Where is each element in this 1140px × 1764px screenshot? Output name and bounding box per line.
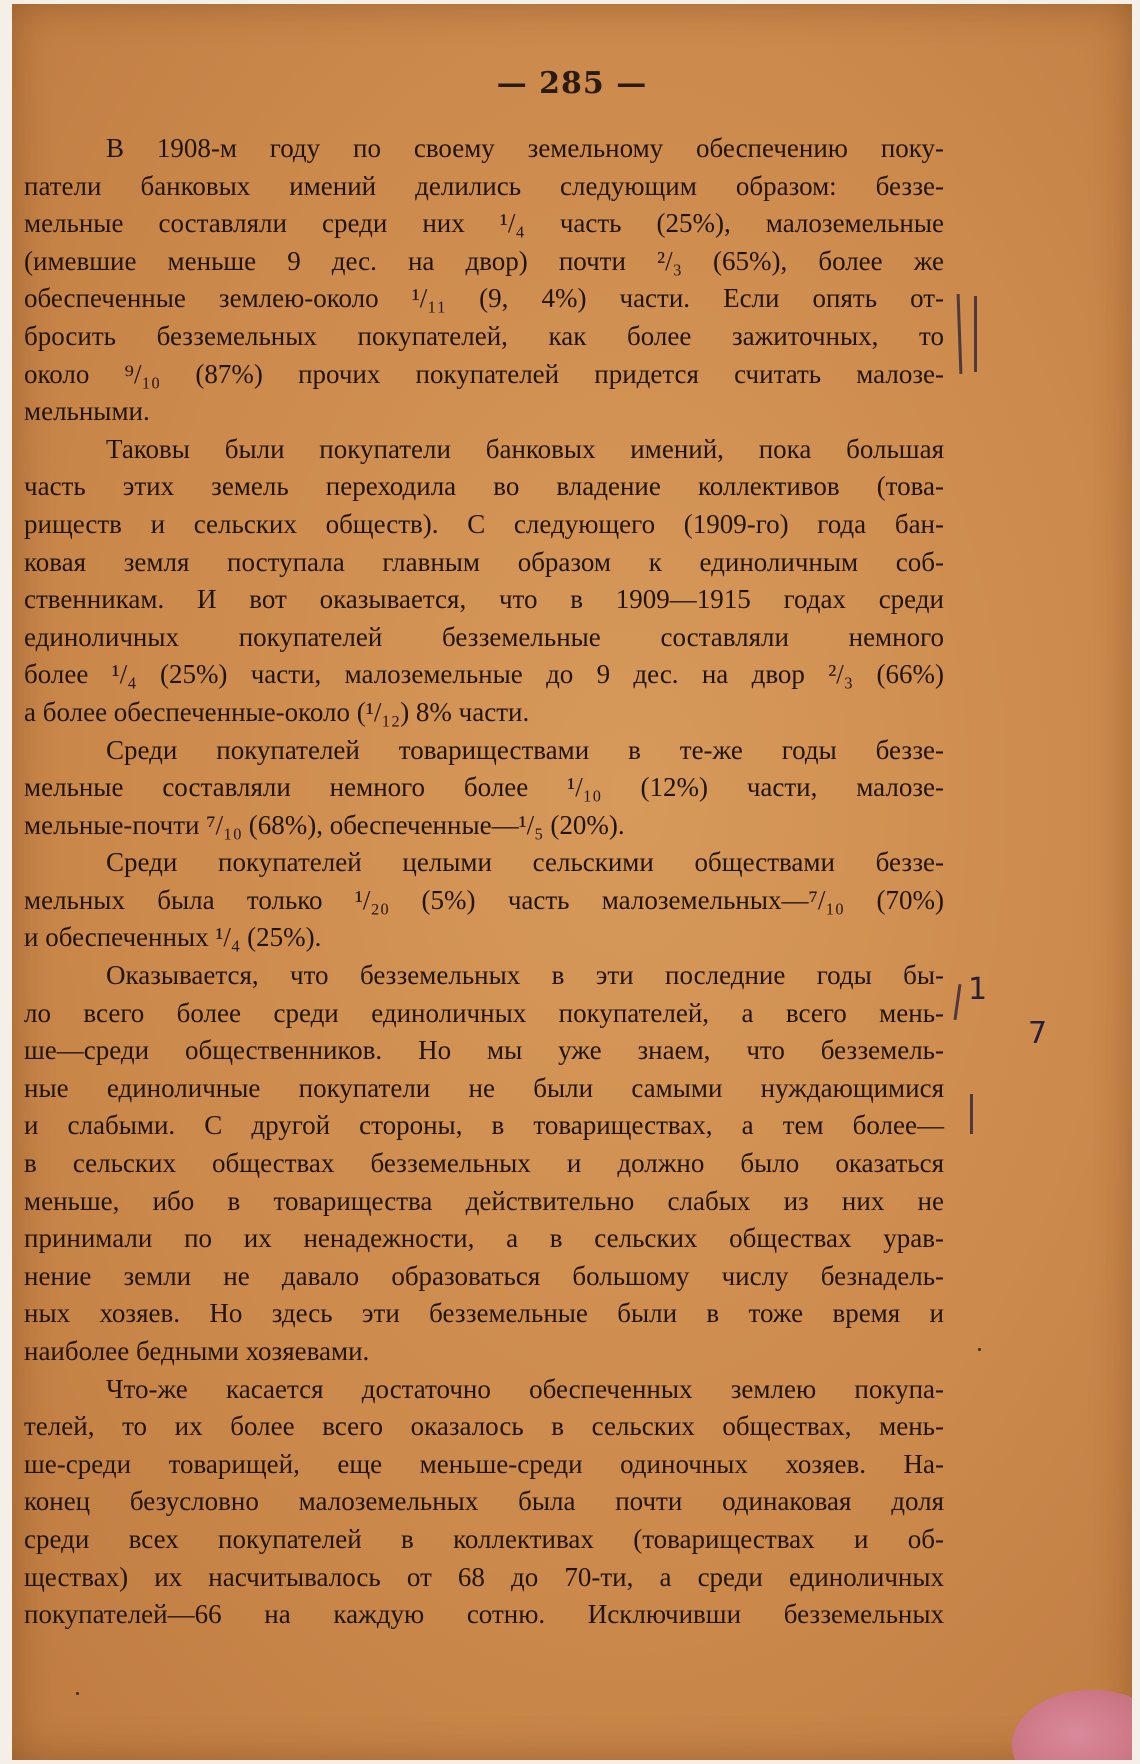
text-line: принимали по их ненадежности, а в сельских обществах урав-	[24, 1223, 944, 1254]
text-line: конец безусловно малоземельных была почти одинаковая доля	[24, 1486, 944, 1517]
margin-mark-7: 7	[1028, 1016, 1048, 1051]
page-number: — 285 —	[496, 66, 648, 101]
text-line: часть этих земель переходила во владение коллективов (това-	[24, 471, 944, 502]
text-line: более ¹/₄ (25%) части, малоземельные до 9 дес. на двор ²/₃ (66%)	[24, 659, 944, 690]
text-line: ковая земля поступала главным образом к единоличным соб-	[24, 546, 944, 577]
text-line: а более обеспеченные-около (¹/₁₂) 8% части.	[24, 696, 530, 727]
text-line: и слабыми. С другой стороны, в товариществах, а тем более—	[24, 1110, 944, 1141]
margin-bar-2	[974, 296, 977, 372]
margin-dot	[978, 1348, 981, 1351]
text-line: патели банковых имений делились следующим образом: беззе-	[24, 170, 944, 201]
text-line: мельных была только ¹/₂₀ (5%) часть малоземельных—⁷/₁₀ (70%)	[24, 884, 944, 915]
text-line: нение земли не давало образоваться большому числу безнадель-	[24, 1260, 944, 1291]
text-line: мельные составляли среди них ¹/₄ часть (25%), малоземельные	[24, 208, 944, 239]
text-line: в сельских обществах безземельных и должно было оказаться	[24, 1148, 944, 1179]
text-line: телей, то их более всего оказалось в сельских обществах, мень-	[24, 1411, 944, 1442]
body-text	[24, 130, 944, 1634]
text-line: около ⁹/₁₀ (87%) прочих покупателей придется считать малозе-	[24, 358, 944, 389]
text-line: ные единоличные покупатели не были самыми нуждающимися	[24, 1072, 944, 1103]
thumb-smudge	[1012, 1690, 1132, 1760]
text-line: риществ и сельских обществ). С следующего (1909-го) года бан-	[24, 508, 944, 539]
text-line: Оказывается, что безземельных в эти последние годы бы-	[106, 960, 944, 991]
margin-bar-4	[970, 1094, 973, 1134]
text-line: (имевшие меньше 9 дес. на двор) почти ²/₃ (65%), более же	[24, 245, 944, 276]
text-line: меньше, ибо в товарищества действительно слабых из них не	[24, 1185, 944, 1216]
text-line: ществах) их насчитывалось от 68 до 70-ти, а среди единоличных	[24, 1561, 944, 1592]
book-page	[12, 4, 1132, 1760]
text-line: обеспеченные землею-около ¹/₁₁ (9, 4%) части. Если опять от-	[24, 283, 944, 314]
text-line: Среди покупателей целыми сельскими обществами беззе-	[106, 847, 944, 878]
text-line: ше-среди товарищей, еще меньше-среди одиночных хозяев. На-	[24, 1448, 944, 1479]
margin-mark-1: 1	[968, 972, 988, 1007]
text-line: и обеспеченных ¹/₄ (25%).	[24, 922, 322, 953]
text-line: ственникам. И вот оказывается, что в 1909—1915 годах среди	[24, 584, 944, 615]
text-line: Таковы были покупатели банковых имений, пока большая	[106, 433, 944, 464]
text-line: Среди покупателей товариществами в те-же годы беззе-	[106, 734, 944, 765]
text-line: бросить безземельных покупателей, как более зажиточных, то	[24, 320, 944, 351]
text-line: мельные-почти ⁷/₁₀ (68%), обеспеченные—¹/₅ (20%).	[24, 809, 625, 840]
text-line: мельными.	[24, 396, 150, 427]
text-line: Что-же касается достаточно обеспеченных землею покупа-	[106, 1373, 944, 1404]
text-line: В 1908-м году по своему земельному обеспечению поку-	[106, 133, 944, 163]
text-line: мельные составляли немного более ¹/₁₀ (12%) части, малозе-	[24, 772, 944, 803]
text-line: ше—среди общественников. Но мы уже знаем, что безземель-	[24, 1035, 944, 1066]
text-line: ло всего более среди единоличных покупателей, а всего мень-	[24, 997, 944, 1028]
text-line: покупателей—66 на каждую сотню. Исключивши безземельных	[24, 1599, 944, 1630]
text-line: ных хозяев. Но здесь эти безземельные были в тоже время и	[24, 1298, 944, 1329]
margin-bar-1	[957, 294, 963, 374]
text-line: среди всех покупателей в коллективах (товариществах и об-	[24, 1523, 944, 1554]
text-line: наиболее бедными хозяевами.	[24, 1336, 370, 1366]
text-line: единоличных покупателей безземельные составляли немного	[24, 621, 944, 652]
margin-dot	[76, 1692, 79, 1695]
margin-bar-3	[954, 984, 962, 1020]
